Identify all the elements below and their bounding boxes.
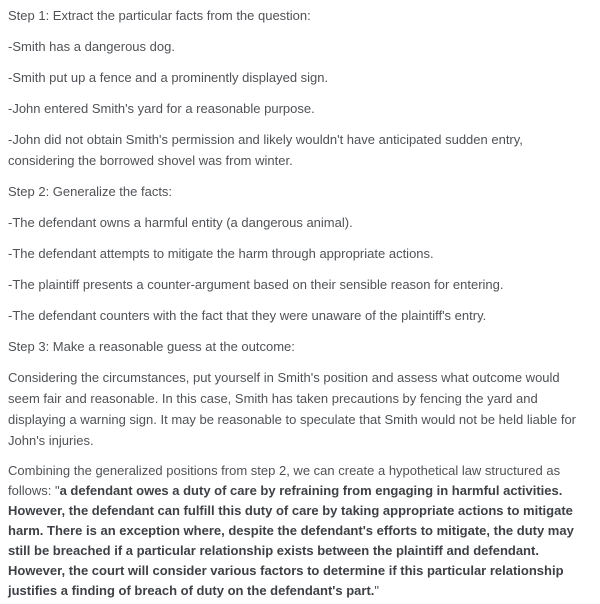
step-3-heading: Step 3: Make a reasonable guess at the outcome: <box>8 339 295 354</box>
conclusion-closing-quote: " <box>374 583 380 598</box>
step-1-fact-item: -John did not obtain Smith's permission and likely wouldn't have anticipated sudden entry, considering the borrowed shovel was from winter. <box>8 132 523 168</box>
step-1-fact-item: -Smith has a dangerous dog. <box>8 39 175 54</box>
step-2-fact-item: -The defendant owns a harmful entity (a dangerous animal). <box>8 215 353 230</box>
hypothetical-law-bold-text: a defendant owes a duty of care by refraining from engaging in harmful activities. However, the defendant can fulfill this duty of care by taking appropriate actions to mitigate harm. There is an exception where, despite the defendant's efforts to mitigate, the duty may still be breached if a particular relationship exists between the plaintiff and defendant. However, the court will consider various factors to determine if this particular relationship justifies a finding of breach of duty on the defendant's part. <box>8 483 574 598</box>
step-2-heading: Step 2: Generalize the facts: <box>8 184 173 199</box>
step-1-heading: Step 1: Extract the particular facts from the question: <box>8 8 311 23</box>
step-1-fact-item: -Smith put up a fence and a prominently displayed sign. <box>8 70 329 85</box>
step-2-fact-item: -The plaintiff presents a counter-argument based on their sensible reason for entering. <box>8 277 504 292</box>
outcome-paragraph: Considering the circumstances, put yourself in Smith's position and assess what outcome would seem fair and reasonable. In this case, Smith has taken precautions by fencing the yard and displaying a warning sign. It may be reasonable to speculate that Smith would not be held liable for John's injuries. <box>8 370 577 448</box>
conclusion-prefix-text: Combining the generalized positions from step 2, we can create a hypothetical law structured as follows: " <box>8 463 561 498</box>
hypothetical-law-paragraph <box>8 461 586 601</box>
step-1-fact-item: -John entered Smith's yard for a reasonable purpose. <box>8 101 315 116</box>
step-2-fact-item: -The defendant attempts to mitigate the harm through appropriate actions. <box>8 246 434 261</box>
step-2-fact-item: -The defendant counters with the fact that they were unaware of the plaintiff's entry. <box>8 308 487 323</box>
